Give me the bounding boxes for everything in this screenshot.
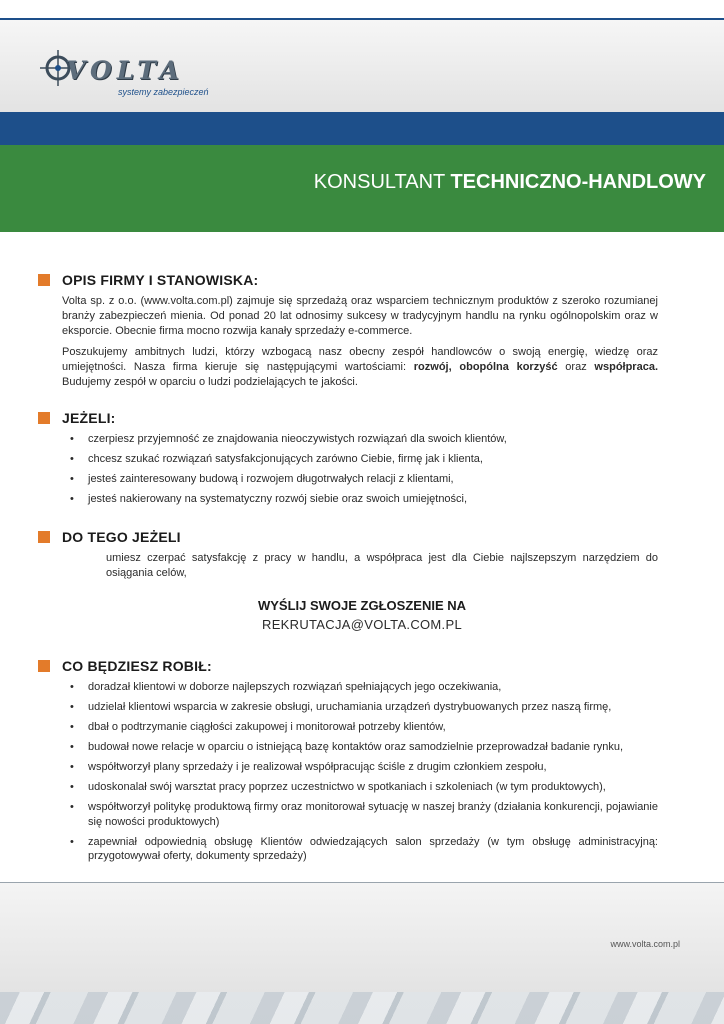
list-item: • zapewniał odpowiednią obsługę Klientów odwiedzających salon sprzedaży (w tym obsługę administracyjną: przygotowywał oferty, dokumenty sprzedaży): [88, 835, 658, 864]
title-band: [0, 145, 724, 232]
list-item: • udzielał klientowi wsparcia w zakresie obsługi, uruchamiania urządzeń dystrybuowanych przez naszą firmę,: [88, 700, 658, 715]
if-section: [38, 410, 658, 512]
recruitment-email[interactable]: REKRUTACJA@VOLTA.COM.PL: [262, 617, 462, 632]
list-item: • czerpiesz przyjemność ze znajdowania nieoczywistych rozwiązań dla swoich klientów,: [88, 432, 658, 447]
logo-subtitle: systemy zabezpieczeń: [118, 87, 209, 97]
list-item: • budował nowe relacje w oparciu o istniejącą bazę kontaktów oraz samodzielnie przeprowadzał badanie rynku,: [88, 740, 658, 755]
company-values: Poszukujemy ambitnych ludzi, którzy wzbogacą nasz obecny zespół handlowców o swoją energię, wiedzę oraz umiejętności. Nasza firma kieruje się następującymi wartościami: rozwój, obopólna korzyść oraz współpraca. Budujemy zespół w oparciu o ludzi podzielających te jakości.: [62, 346, 658, 388]
footer-url[interactable]: www.volta.com.pl: [610, 939, 680, 949]
job-title: [314, 171, 706, 194]
page-footer: [0, 883, 724, 1024]
blue-band: [0, 112, 724, 145]
company-logo: [38, 38, 238, 98]
footer-decoration: [0, 992, 724, 1024]
list-item: • współtworzył politykę produktową firmy oraz monitorował sytuację w naszej branży (działania konkurencji, pojawianie się nowości produktowych): [88, 800, 658, 829]
logo-wordmark: VOLTA: [66, 56, 184, 85]
company-section: [38, 272, 658, 390]
list-item: • doradzał klientowi w doborze najlepszych rozwiązań spełniających jego oczekiwania,: [88, 680, 658, 695]
orange-square-icon: [38, 412, 50, 424]
duties-section: [38, 658, 658, 869]
list-item: • jesteś zainteresowany budową i rozwojem długotrwałych relacji z klientami,: [88, 472, 658, 487]
also-section: [38, 529, 658, 581]
cta-title: WYŚLIJ SWOJE ZGŁOSZENIE NA: [257, 598, 467, 613]
company-heading: OPIS FIRMY I STANOWISKA:: [62, 272, 259, 288]
list-item: • chcesz szukać rozwiązań satysfakcjonujących zarówno Ciebie, firmę jak i klienta,: [88, 452, 658, 467]
page-header: [0, 20, 724, 112]
also-heading: DO TEGO JEŻELI: [62, 529, 181, 545]
company-description: Volta sp. z o.o. (www.volta.com.pl) zajmuje się sprzedażą oraz wsparciem technicznym produktów z szeroko rozumianej branży zabezpieczeń mienia. Od ponad 20 lat odnosimy sukcesy w tradycyjnym handlu na rynku ogólnopolskim oraz w eksporcie. Obecnie firma mocno rozwija kanały sprzedaży e-commerce.: [62, 295, 658, 337]
orange-square-icon: [38, 660, 50, 672]
job-title-bold: TECHNICZNO-HANDLOWY: [450, 171, 706, 193]
list-item: • dbał o podtrzymanie ciągłości zakupowej i monitorował potrzeby klientów,: [88, 720, 658, 735]
if-heading: JEŻELI:: [62, 410, 116, 426]
also-text: umiesz czerpać satysfakcję z pracy w handlu, a współpraca jest dla Ciebie najlszepszym narzędziem do osiągania celów,: [106, 552, 658, 579]
duties-list: [88, 680, 658, 864]
orange-square-icon: [38, 274, 50, 286]
orange-square-icon: [38, 531, 50, 543]
application-cta: [0, 598, 724, 632]
list-item: • udoskonalał swój warsztat pracy poprzez uczestnictwo w spotkaniach i szkoleniach (w tym produktowych),: [88, 780, 658, 795]
list-item: • jesteś nakierowany na systematyczny rozwój siebie oraz swoich umiejętności,: [88, 492, 658, 507]
if-list: [88, 432, 658, 507]
job-title-light: KONSULTANT: [313, 171, 451, 193]
list-item: • współtworzył plany sprzedaży i je realizował współpracując ściśle z drugim członkiem zespołu,: [88, 760, 658, 775]
duties-heading: CO BĘDZIESZ ROBIŁ:: [62, 658, 212, 674]
